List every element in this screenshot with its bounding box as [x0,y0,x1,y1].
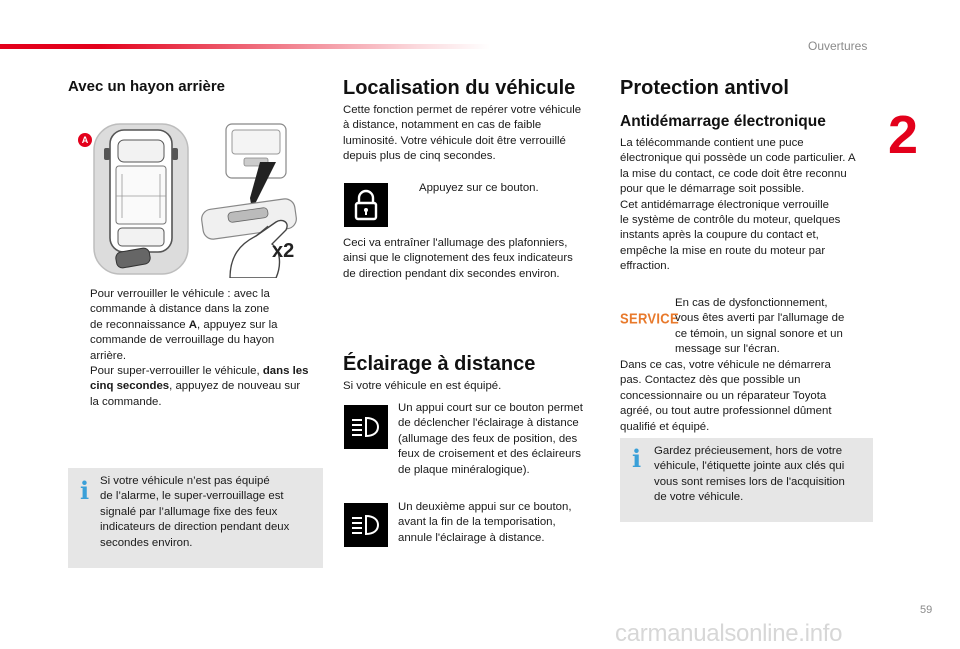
service-warning-icon: SERVICE [620,309,679,328]
superlock-instruction: Pour super-verrouiller le véhicule, dans les cinq secondes, appuyez de nouveau sur la commande. [90,365,309,408]
info-icon: i [632,444,642,473]
remote-lighting-heading: Éclairage à distance [343,353,536,375]
short-press-text: Un appui court sur ce bouton permet de déclencher l'éclairage à distance (allumage des feux de position, des feux de croisement et des éclaireurs de plaque minéralogique). [398,402,583,476]
tailgate-heading: Avec un hayon arrière [68,78,226,95]
antitheft-heading: Protection antivol [620,77,789,99]
immobiliser-heading: Antidémarrage électronique [620,113,826,130]
lock-button-icon [344,183,388,227]
headlamp-button-icon [344,503,388,547]
vehicle-location-heading: Localisation du véhicule [343,77,576,99]
key-label-info-box [620,438,873,522]
press-button-instruction: Appuyez sur ce bouton. [419,182,539,194]
watermark: carmanualsonline.info [615,620,843,647]
info-icon: i [80,476,90,505]
second-press-text: Un deuxième appui sur ce bouton, avant la fin de la temporisation, annule l'éclairage à distance. [398,501,572,544]
alarm-info-text: Si votre véhicule n’est pas équipé de l’alarme, le super-verrouillage est signalé par l’allumage fixe des feux indicateurs de direction pendant deux secondes environ. [100,475,290,549]
malfunction-followup-text: Dans ce cas, votre véhicule ne démarrera pas. Contactez dès que possible un concessionnaire ou un réparateur Toyota agréé, ou tout autre professionnel dûment qualifié et équipé. [620,359,832,433]
zone-label-a: A [78,133,92,147]
header-accent-bar [0,44,490,49]
section-header: Ouvertures [808,39,868,53]
immobiliser-text: La télécommande contient une puce électronique qui possède un code particulier. A la mise du contact, ce code doit être reconnu pour que le démarrage soit possible. Cet antidémarrage électronique verrouille le système de contrôle du moteur, quelques instants après la coupure du contact et, empêche la mise en route du moteur par effraction. [620,137,856,273]
vehicle-location-intro: Cette fonction permet de repérer votre véhicule à distance, notamment en cas de faible luminosité. Votre véhicule doit être verrouillé depuis plus de cinq secondes. [343,104,582,163]
lock-instruction: Pour verrouiller le véhicule : avec la commande à distance dans la zone de reconnaissance A, appuyez sur la commande de verrouillage du hayon arrière. [90,288,278,362]
press-twice-label: x2 [272,240,295,262]
headlamp-button-icon [344,405,388,449]
location-result-text: Ceci va entraîner l'allumage des plafonniers, ainsi que le clignotement des feux indicateurs de direction pendant dix secondes environ. [343,237,573,280]
chapter-number: 2 [888,105,919,165]
malfunction-text: En cas de dysfonctionnement, vous êtes averti par l'allumage de ce témoin, un signal sonore et un message sur l'écran. [675,297,845,356]
page-number: 59 [920,604,933,616]
key-label-info-text: Gardez précieusement, hors de votre véhicule, l'étiquette jointe aux clés qui vous sont remises lors de l'acquisition de votre véhicule. [654,445,845,504]
alarm-info-box [68,468,323,568]
equipped-note: Si votre véhicule en est équipé. [343,380,502,392]
